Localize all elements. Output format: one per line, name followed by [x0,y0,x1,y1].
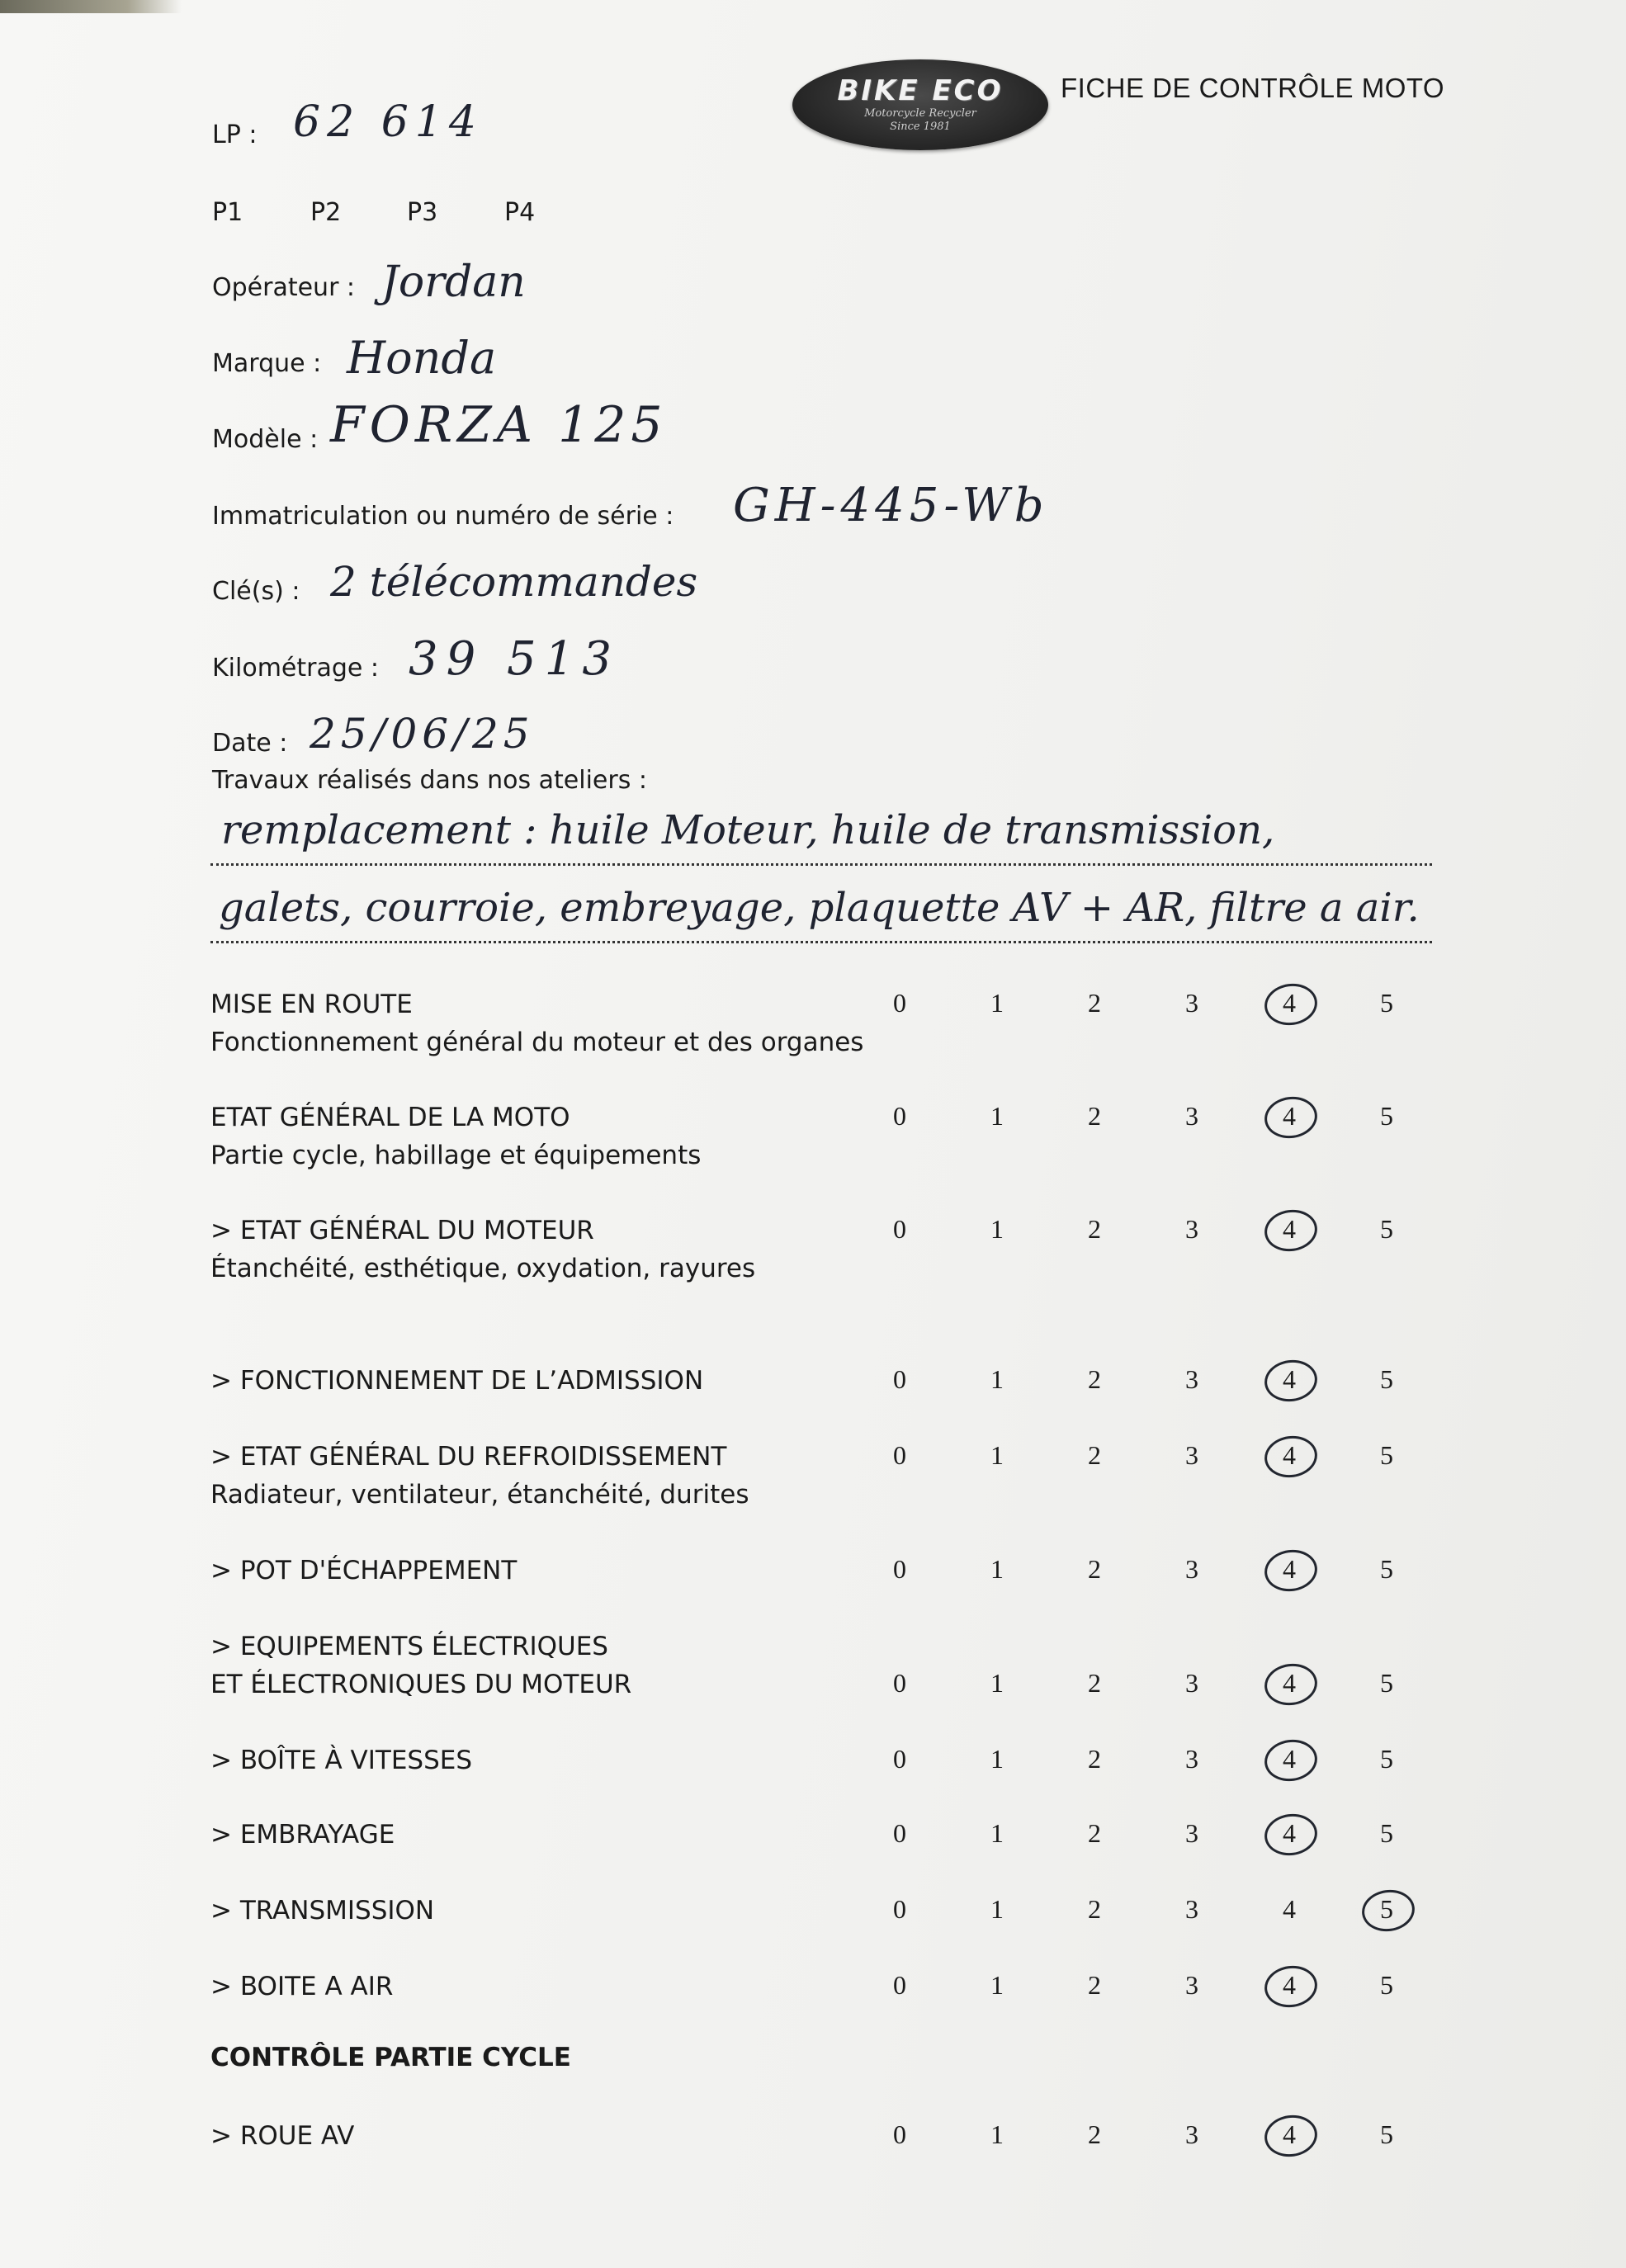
page-title: FICHE DE CONTRÔLE MOTO [1061,73,1445,103]
logo-since: Since 1981 [890,120,951,133]
marque-value: Honda [347,332,497,384]
dotted-line-1 [210,863,1432,866]
check-row [210,985,863,1061]
score-option-1[interactable]: 1 [990,1214,1004,1244]
score-option-0[interactable]: 0 [893,1440,906,1470]
score-option-2[interactable]: 2 [1088,2119,1101,2149]
check-label: > POT D'ÉCHAPPEMENT [210,1556,518,1585]
km-label: Kilométrage : [212,654,380,683]
check-label: > ROUE AV [210,2121,355,2151]
score-option-0[interactable]: 0 [893,1214,906,1244]
score-option-0[interactable]: 0 [893,1554,906,1584]
modele-label: Modèle : [212,425,319,454]
cles-value: 2 télécommandes [330,558,698,606]
check-sublabel: Fonctionnement général du moteur et des organes [210,1028,864,1057]
check-row [210,1212,755,1288]
km-value: 39 513 [409,632,620,686]
check-label: > FONCTIONNEMENT DE L’ADMISSION [210,1366,704,1396]
travaux-line-2: galets, courroie, embreyage, plaquette AV + AR, filtre a air. [219,885,1420,931]
score-option-5[interactable]: 5 [1380,1364,1393,1394]
score-option-1[interactable]: 1 [990,1894,1004,1924]
score-option-5[interactable]: 5 [1380,988,1393,1018]
score-option-3[interactable]: 3 [1185,1554,1198,1584]
score-option-2[interactable]: 2 [1088,1744,1101,1774]
score-option-0[interactable]: 0 [893,1364,906,1394]
score-option-1[interactable]: 1 [990,1668,1004,1698]
dotted-line-2 [210,941,1432,943]
bike-eco-logo [792,59,1048,150]
score-option-4[interactable]: 4 [1266,1548,1312,1590]
check-row [210,1099,701,1174]
check-label: > BOÎTE À VITESSES [210,1746,473,1775]
operateur-value: Jordan [381,258,526,307]
check-label: > ETAT GÉNÉRAL DU MOTEUR [210,1216,594,1245]
score-option-5[interactable]: 5 [1380,1101,1393,1131]
score-option-0[interactable]: 0 [893,1668,906,1698]
operateur-label: Opérateur : [212,273,356,302]
score-option-3[interactable]: 3 [1185,1214,1198,1244]
lp-label: LP : [212,120,258,149]
score-option-0[interactable]: 0 [893,1101,906,1131]
section-cycle-title: CONTRÔLE PARTIE CYCLE [210,2043,571,2072]
score-option-3[interactable]: 3 [1185,1744,1198,1774]
score-option-1[interactable]: 1 [990,1818,1004,1848]
score-option-1[interactable]: 1 [990,2119,1004,2149]
score-option-5[interactable]: 5 [1380,1744,1393,1774]
score-option-5[interactable]: 5 [1380,1440,1393,1470]
score-option-0[interactable]: 0 [893,1818,906,1848]
travaux-label: Travaux réalisés dans nos ateliers : [212,766,647,795]
logo-brand: BIKE ECO [837,74,1004,107]
score-option-5[interactable]: 5 [1380,1214,1393,1244]
immat-label: Immatriculation ou numéro de série : [212,502,674,531]
score-option-4[interactable]: 4 [1266,982,1312,1023]
score-option-1[interactable]: 1 [990,988,1004,1018]
modele-value: FORZA 125 [330,396,668,454]
score-option-4[interactable]: 4 [1266,1738,1312,1779]
check-label: MISE EN ROUTE [210,990,413,1019]
score-option-5[interactable]: 5 [1380,1668,1393,1698]
travaux-line-1: remplacement : huile Moteur, huile de transmission, [221,807,1275,853]
check-label: > EQUIPEMENTS ÉLECTRIQUES [210,1632,608,1661]
photo-edge-shadow [0,0,182,13]
score-option-3[interactable]: 3 [1185,2119,1198,2149]
cles-label: Clé(s) : [212,577,300,606]
check-label: > BOITE A AIR [210,1972,394,2001]
p3-label: P3 [407,198,438,227]
check-sublabel: Partie cycle, habillage et équipements [210,1141,702,1170]
score-option-0[interactable]: 0 [893,2119,906,2149]
check-sublabel: Étanchéité, esthétique, oxydation, rayures [210,1254,756,1283]
check-row [210,1438,749,1514]
p4-label: P4 [504,198,536,227]
score-option-5[interactable]: 5 [1364,1888,1410,1930]
immat-value: GH-445-Wb [733,479,1049,532]
lp-value: 62 614 [293,97,483,147]
p2-label: P2 [310,198,342,227]
score-option-1[interactable]: 1 [990,1744,1004,1774]
check-row [210,1968,393,2006]
score-option-2[interactable]: 2 [1088,1970,1101,2000]
check-label: > ETAT GÉNÉRAL DU REFROIDISSEMENT [210,1442,727,1472]
score-option-2[interactable]: 2 [1088,1214,1101,1244]
score-option-2[interactable]: 2 [1088,1818,1101,1848]
score-option-5[interactable]: 5 [1380,2119,1393,2149]
score-option-2[interactable]: 2 [1088,1668,1101,1698]
score-option-2[interactable]: 2 [1088,1101,1101,1131]
check-sublabel: ET ÉLECTRONIQUES DU MOTEUR [210,1670,632,1699]
score-option-4[interactable]: 4 [1283,1894,1296,1924]
score-option-4[interactable]: 4 [1266,2114,1312,2155]
check-row [210,1816,395,1854]
score-option-1[interactable]: 1 [990,1970,1004,2000]
score-option-3[interactable]: 3 [1185,1440,1198,1470]
score-option-4[interactable]: 4 [1266,1208,1312,1250]
score-option-3[interactable]: 3 [1185,1668,1198,1698]
score-option-3[interactable]: 3 [1185,988,1198,1018]
score-option-4[interactable]: 4 [1266,1358,1312,1400]
score-option-4[interactable]: 4 [1266,1812,1312,1854]
check-label: ETAT GÉNÉRAL DE LA MOTO [210,1103,570,1132]
score-option-1[interactable]: 1 [990,1364,1004,1394]
check-label: > TRANSMISSION [210,1896,435,1925]
score-option-5[interactable]: 5 [1380,1554,1393,1584]
score-option-4[interactable]: 4 [1266,1964,1312,2006]
check-row [210,1628,631,1703]
score-option-2[interactable]: 2 [1088,1894,1101,1924]
score-option-4[interactable]: 4 [1266,1095,1312,1136]
score-option-3[interactable]: 3 [1185,1970,1198,2000]
score-option-0[interactable]: 0 [893,1970,906,2000]
check-row [210,1741,472,1779]
score-option-2[interactable]: 2 [1088,1440,1101,1470]
score-option-2[interactable]: 2 [1088,988,1101,1018]
score-option-1[interactable]: 1 [990,1554,1004,1584]
score-option-5[interactable]: 5 [1380,1970,1393,2000]
date-value: 25/06/25 [310,710,535,758]
score-option-4[interactable]: 4 [1266,1434,1312,1476]
logo-tagline: Motorcycle Recycler [864,107,976,120]
check-label: > EMBRAYAGE [210,1820,395,1850]
score-option-3[interactable]: 3 [1185,1894,1198,1924]
score-option-1[interactable]: 1 [990,1101,1004,1131]
score-option-1[interactable]: 1 [990,1440,1004,1470]
date-label: Date : [212,729,288,758]
check-row [210,2117,354,2155]
check-row [210,1362,703,1400]
score-option-0[interactable]: 0 [893,988,906,1018]
score-option-4[interactable]: 4 [1266,1662,1312,1703]
score-option-2[interactable]: 2 [1088,1554,1101,1584]
score-option-0[interactable]: 0 [893,1894,906,1924]
score-option-3[interactable]: 3 [1185,1818,1198,1848]
check-row [210,1892,434,1930]
score-option-3[interactable]: 3 [1185,1101,1198,1131]
marque-label: Marque : [212,349,322,378]
p1-label: P1 [212,198,243,227]
score-option-0[interactable]: 0 [893,1744,906,1774]
score-option-5[interactable]: 5 [1380,1818,1393,1848]
score-option-3[interactable]: 3 [1185,1364,1198,1394]
score-option-2[interactable]: 2 [1088,1364,1101,1394]
check-sublabel: Radiateur, ventilateur, étanchéité, durites [210,1480,749,1510]
check-row [210,1552,517,1590]
